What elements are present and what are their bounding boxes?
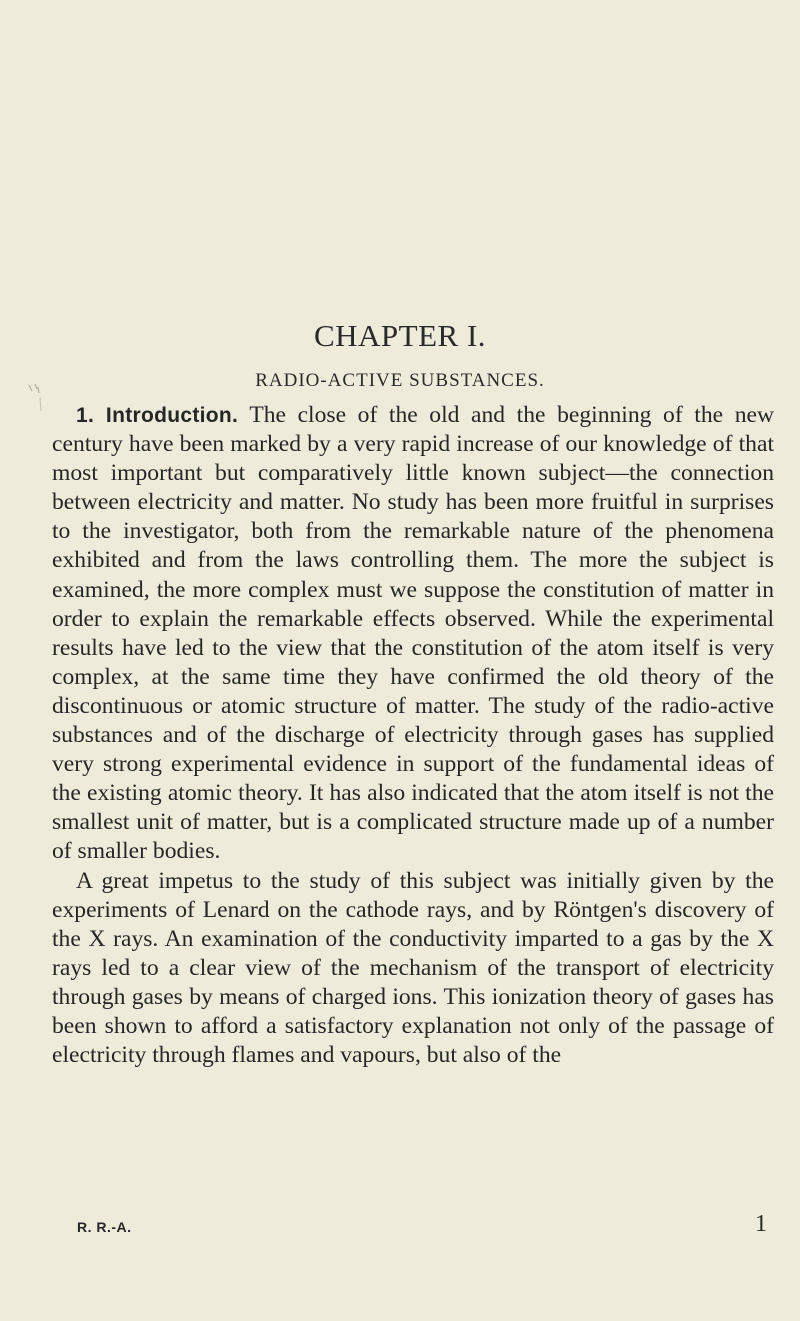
paragraph-text: A great impetus to the study of this subject was initially given by the experiments of Lenard on the cathode rays, and by Röntgen's discovery of the X rays. An examination of the conductivity imparted to a gas by the X rays led to a clear view of the mechanism of the transport of electricity through gases by means of charged ions. This ionization theory of gases has been shown to afford a satisfactory explanation not only of the passage of electricity through flames and vapours, but also of the (52, 867, 774, 1069)
paragraph-impetus (52, 867, 774, 1071)
body-text (52, 401, 774, 1070)
section-title: RADIO-ACTIVE SUBSTANCES. (255, 370, 545, 391)
paragraph-heading: 1. Introduction. (76, 404, 239, 427)
page-number: 1 (755, 1211, 767, 1237)
signature-mark: R. R.-A. (77, 1219, 132, 1235)
chapter-title: CHAPTER I. (313, 318, 487, 353)
paragraph-introduction (52, 401, 774, 867)
paragraph-text: The close of the old and the beginning of the new century have been marked by a very rapid increase of our knowledge of that most important but comparatively little known subject—the connection between electricity and matter. No study has been more fruitful in surprises to the investigator, both from the remarkable nature of the phenomena exhibited and from the laws controlling them. The more the subject is examined, the more complex must we suppose the constitution of matter in order to explain the remarkable effects observed. While the experimental results have led to the view that the constitution of the atom itself is very complex, at the same time they have confirmed the old theory of the discontinuous or atomic structure of matter. The study of the radio-active substances and of the discharge of electricity through gases has supplied very strong experimental evidence in support of the fundamental ideas of the existing atomic theory. It has also indicated that the atom itself is not the smallest unit of matter, but is a complicated structure made up of a number of smaller bodies. (52, 402, 774, 865)
